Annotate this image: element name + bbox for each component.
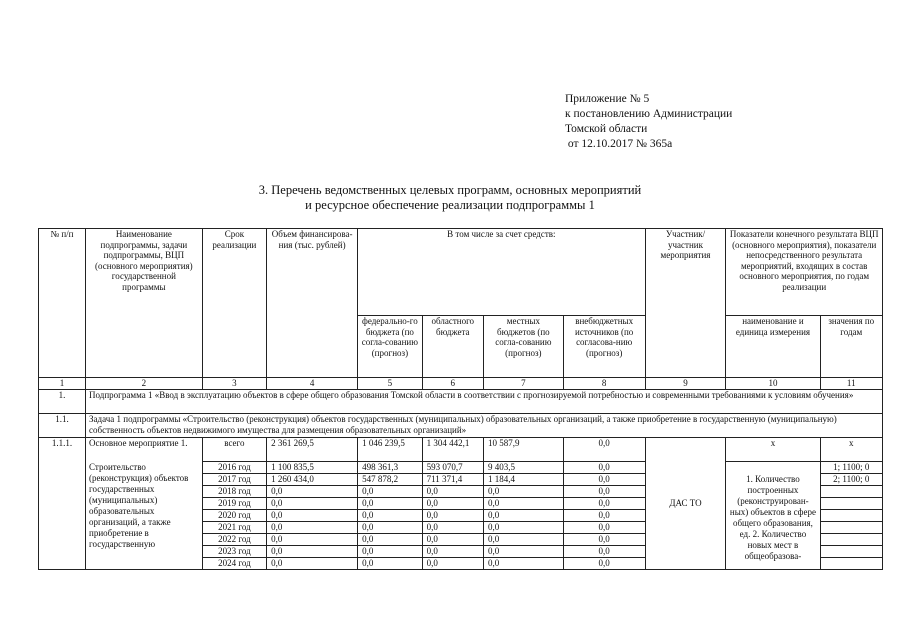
local-cell: 0,0 [483, 522, 563, 534]
col-num: 1 [39, 378, 86, 390]
indicator-value [820, 534, 883, 546]
appendix-line: к постановлению Администрации [565, 108, 733, 120]
col-num: 2 [86, 378, 203, 390]
header-num: № п/п [39, 229, 86, 378]
term-cell: всего [202, 438, 266, 462]
volume-cell: 0,0 [267, 534, 358, 546]
indicator-text: 1. Количество построенных (реконструирован-ных) объектов в сфере общего образования, ед. 2. Количество новых мест в общеобразова- [726, 462, 820, 570]
volume-cell: 2 361 269,5 [267, 438, 358, 462]
task-text: Задача 1 подпрограммы «Строительство (реконструкция) объектов государственных (муниципальных) образовательных организаций, а также приобретение в государственную (муниципальную) собственность объектов недвижимого имущества для размещения образовательных организаций» [86, 414, 883, 438]
federal-cell: 0,0 [358, 558, 422, 570]
term-cell: 2020 год [202, 510, 266, 522]
extra-cell: 0,0 [563, 534, 645, 546]
col-num: 5 [358, 378, 422, 390]
local-cell: 0,0 [483, 546, 563, 558]
federal-cell: 0,0 [358, 534, 422, 546]
header-name: Наименование подпрограммы, задачи подпрограммы, ВЦП (основного мероприятия) государственной программы [86, 229, 203, 378]
appendix-line: Томской области [565, 123, 648, 135]
regional-cell: 0,0 [422, 546, 483, 558]
subprogram-num: 1. [39, 390, 86, 414]
title-line-1: 3. Перечень ведомственных целевых программ, основных мероприятий [258, 183, 642, 197]
regional-cell: 1 304 442,1 [422, 438, 483, 462]
indicator-value [820, 522, 883, 534]
measure-num: 1.1.1. [39, 438, 86, 570]
extra-cell: 0,0 [563, 498, 645, 510]
appendix-line: от 12.10.2017 № 365а [565, 138, 673, 150]
regional-cell: 0,0 [422, 534, 483, 546]
table-row [39, 462, 883, 474]
appendix-block [565, 92, 732, 152]
federal-cell: 498 361,3 [358, 462, 422, 474]
extra-cell: 0,0 [563, 558, 645, 570]
program-table [38, 228, 883, 570]
federal-cell: 1 046 239,5 [358, 438, 422, 462]
subprogram-text: Подпрограмма 1 «Ввод в эксплуатацию объектов в сфере общего образования Томской области в соответствии с прогнозируемой потребностью и современными требованиями к условиям обучения» [86, 390, 883, 414]
column-numbers-row [39, 378, 883, 390]
extra-cell: 0,0 [563, 462, 645, 474]
volume-cell: 0,0 [267, 498, 358, 510]
local-cell: 1 184,4 [483, 474, 563, 486]
task-num: 1.1. [39, 414, 86, 438]
indicator-value [820, 498, 883, 510]
local-cell: 0,0 [483, 534, 563, 546]
term-cell: 2016 год [202, 462, 266, 474]
header-indicators: Показатели конечного результата ВЦП (основного мероприятия), показатели непосредственного результата мероприятий, входящих в состав основного мероприятия, по годам реализации [726, 229, 883, 316]
col-num: 6 [422, 378, 483, 390]
table-row [39, 438, 883, 462]
local-cell: 0,0 [483, 498, 563, 510]
regional-cell: 593 070,7 [422, 462, 483, 474]
federal-cell: 0,0 [358, 546, 422, 558]
federal-cell: 0,0 [358, 522, 422, 534]
col-num: 3 [202, 378, 266, 390]
term-cell: 2023 год [202, 546, 266, 558]
extra-cell: 0,0 [563, 522, 645, 534]
title-line-2: и ресурсное обеспечение реализации подпрограммы 1 [305, 198, 595, 212]
term-cell: 2024 год [202, 558, 266, 570]
subprogram-row [39, 390, 883, 414]
col-num: 11 [820, 378, 883, 390]
term-cell: 2022 год [202, 534, 266, 546]
indicator-values-x: х [820, 438, 883, 462]
header-regional: областного бюджета [422, 316, 483, 378]
volume-cell: 1 100 835,5 [267, 462, 358, 474]
extra-cell: 0,0 [563, 510, 645, 522]
extra-cell: 0,0 [563, 486, 645, 498]
regional-cell: 0,0 [422, 498, 483, 510]
federal-cell: 0,0 [358, 510, 422, 522]
local-cell: 0,0 [483, 558, 563, 570]
federal-cell: 547 878,2 [358, 474, 422, 486]
federal-cell: 0,0 [358, 486, 422, 498]
volume-cell: 1 260 434,0 [267, 474, 358, 486]
extra-cell: 0,0 [563, 438, 645, 462]
local-cell: 0,0 [483, 510, 563, 522]
indicator-value: 2; 1100; 0 [820, 474, 883, 486]
regional-cell: 0,0 [422, 510, 483, 522]
appendix-line: Приложение № 5 [565, 93, 650, 105]
col-num: 8 [563, 378, 645, 390]
participant-cell: ДАС ТО [645, 438, 726, 570]
col-num: 10 [726, 378, 820, 390]
col-num: 7 [483, 378, 563, 390]
col-num: 4 [267, 378, 358, 390]
local-cell: 0,0 [483, 486, 563, 498]
header-term: Срок реализации [202, 229, 266, 378]
header-participant: Участник/ участник мероприятия [645, 229, 726, 378]
indicator-value [820, 546, 883, 558]
task-row [39, 414, 883, 438]
volume-cell: 0,0 [267, 546, 358, 558]
term-cell: 2017 год [202, 474, 266, 486]
regional-cell: 711 371,4 [422, 474, 483, 486]
volume-cell: 0,0 [267, 510, 358, 522]
volume-cell: 0,0 [267, 486, 358, 498]
local-cell: 10 587,9 [483, 438, 563, 462]
term-cell: 2019 год [202, 498, 266, 510]
volume-cell: 0,0 [267, 558, 358, 570]
extra-cell: 0,0 [563, 474, 645, 486]
header-volume: Объем финансирова-ния (тыс. рублей) [267, 229, 358, 378]
federal-cell: 0,0 [358, 498, 422, 510]
indicator-value [820, 486, 883, 498]
header-local: местных бюджетов (по согла-сованию (прогноз) [483, 316, 563, 378]
regional-cell: 0,0 [422, 522, 483, 534]
document-title [150, 183, 750, 213]
volume-cell: 0,0 [267, 522, 358, 534]
header-federal: федерально-го бюджета (по согла-сованию (прогноз) [358, 316, 422, 378]
indicator-x: х [726, 438, 820, 462]
col-num: 9 [645, 378, 726, 390]
measure-name-rest: Строительство (реконструкция) объектов государственных (муниципальных) образовательных организаций, а также приобретение в государственную [86, 462, 203, 570]
term-cell: 2021 год [202, 522, 266, 534]
indicator-value [820, 558, 883, 570]
indicator-value: 1; 1100; 0 [820, 462, 883, 474]
header-extra: внебюджетных источников (по согласова-нию (прогноз) [563, 316, 645, 378]
local-cell: 9 403,5 [483, 462, 563, 474]
extra-cell: 0,0 [563, 546, 645, 558]
regional-cell: 0,0 [422, 558, 483, 570]
regional-cell: 0,0 [422, 486, 483, 498]
header-ind-name: наименование и единица измерения [726, 316, 820, 378]
measure-name-top: Основное мероприятие 1. [86, 438, 203, 462]
term-cell: 2018 год [202, 486, 266, 498]
header-ind-values: значения по годам [820, 316, 883, 378]
header-including: В том числе за счет средств: [358, 229, 645, 316]
indicator-value [820, 510, 883, 522]
